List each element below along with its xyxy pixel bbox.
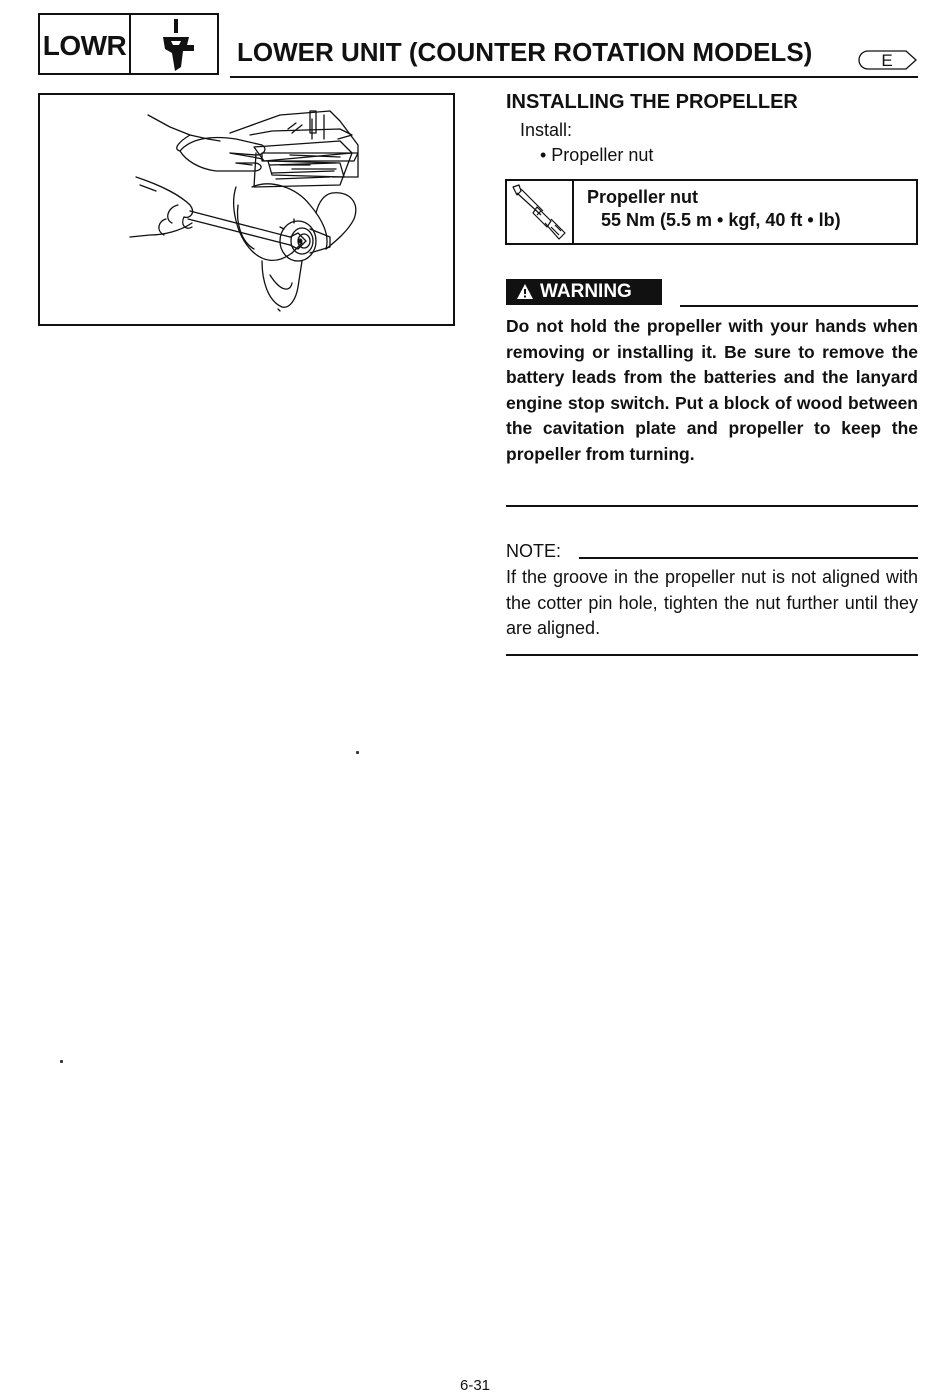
torque-spec-icon-cell bbox=[507, 181, 574, 243]
torque-spec-value: 55 Nm (5.5 m • kgf, 40 ft • lb) bbox=[601, 210, 841, 230]
section-heading: INSTALLING THE PROPELLER bbox=[506, 91, 798, 113]
lower-unit-icon bbox=[157, 19, 197, 73]
warning-label: WARNING bbox=[540, 281, 632, 302]
propeller-illustration bbox=[38, 93, 455, 326]
scan-speck bbox=[356, 751, 359, 754]
title-rule bbox=[230, 76, 918, 78]
section-code: LOWR bbox=[38, 13, 131, 75]
install-label: Install: bbox=[520, 120, 573, 140]
warning-text: Do not hold the propeller with your hands when removing or installing it. Be sure to remove the battery leads from the batteries and the lanyard engine stop switch. Put a block of wood between the cavitation plate and propeller to keep the propeller from turning. bbox=[506, 316, 918, 464]
propeller-nut-removal-illustration bbox=[40, 95, 453, 324]
warning-badge bbox=[506, 279, 662, 305]
scan-speck bbox=[60, 1060, 63, 1063]
warning-rule bbox=[680, 305, 918, 307]
warning-end-rule bbox=[506, 505, 918, 507]
warning-triangle-icon bbox=[516, 283, 534, 300]
note-text: If the groove in the propeller nut is not aligned with the cotter pin hole, tighten the nut further until they are aligned. bbox=[506, 567, 918, 638]
language-badge-label: E bbox=[881, 51, 893, 70]
note-rule bbox=[579, 557, 918, 559]
install-item: • Propeller nut bbox=[540, 145, 654, 165]
language-badge bbox=[856, 48, 918, 77]
section-icon-box bbox=[131, 13, 219, 75]
torque-wrench-icon bbox=[507, 181, 569, 243]
note-end-rule bbox=[506, 654, 918, 656]
torque-spec-name: Propeller nut bbox=[587, 187, 699, 207]
page-title: LOWER UNIT (COUNTER ROTATION MODELS) bbox=[237, 37, 813, 67]
note-label: NOTE: bbox=[506, 541, 562, 561]
page-number: 6-31 bbox=[459, 1377, 491, 1394]
